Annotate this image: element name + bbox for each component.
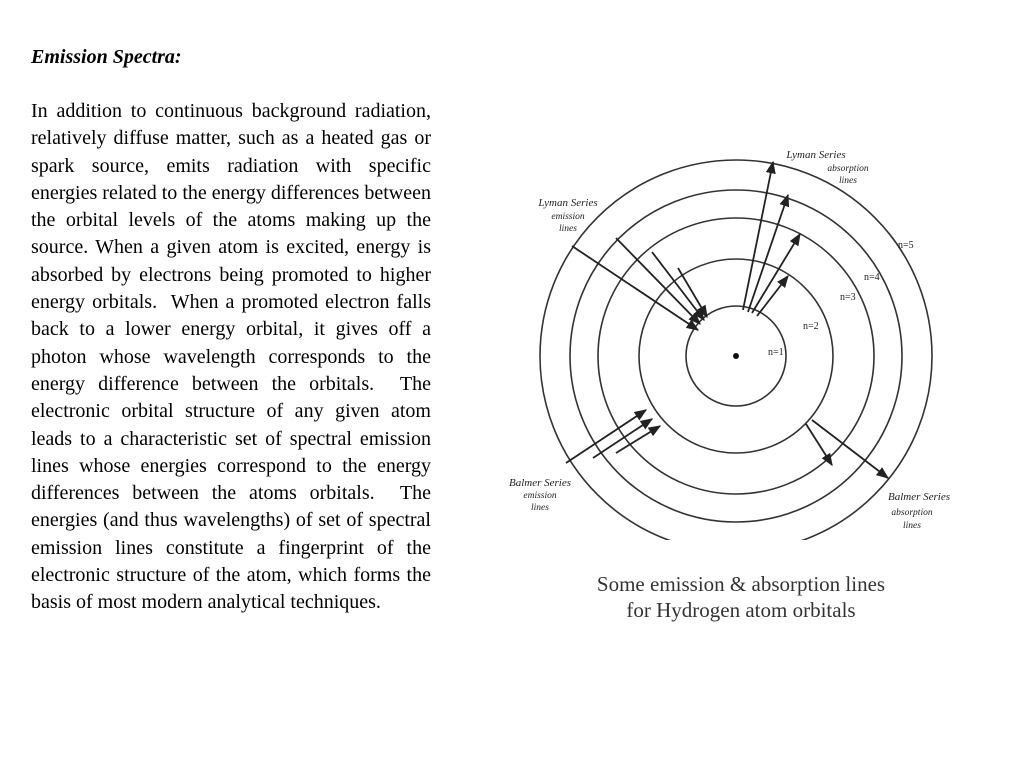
balmer-absorption-arrow-2 [812,420,888,478]
slide-heading: Emission Spectra: [31,46,182,68]
lyman-emission-title: Lyman Series [538,197,598,209]
lyman-emission-sub1: emission [551,212,585,222]
balmer-absorption-title: Balmer Series [887,491,951,503]
balmer-emission-sub2: lines [531,503,549,513]
lyman-absorption-sub2: lines [839,176,857,186]
lyman-emission-sub2: lines [559,224,577,234]
lyman-absorption-arrow-1 [743,162,773,310]
orbit-label-n5: n=5 [898,240,914,251]
balmer-absorption-arrow-1 [806,424,832,465]
slide-body-text: In addition to continuous background radiation, relatively diffuse matter, such as a heated gas or spark source, emits radiation with specific energies related to the energy differences between the orbital levels of the atoms making up the source. When a given atom is excited, energy is absorbed by electrons being promoted to higher energy orbitals. When a promoted electron falls back to a lower energy orbital, it gives off a photon whose wavelength corresponds to the energy difference between the orbitals. The electronic orbital structure of any given atom leads to a characteristic set of spectral emission lines whose energies correspond to the energy differences between the atoms orbitals. The energies (and thus wavelengths) of set of spectral emission lines constitute a fingerprint of the electronic structure of the atom, which forms the basis of most modern analytical techniques. [31,100,436,614]
balmer-emission-title: Balmer Series [508,477,572,489]
balmer-absorption-sub1: absorption [891,508,933,518]
lyman-absorption-arrow-3 [752,234,800,313]
nucleus [733,353,739,359]
balmer-emission-arrow-1 [566,410,646,463]
lyman-absorption-sub1: absorption [827,164,869,174]
figure-caption-line-1: Some emission & absorption lines [596,572,886,596]
lyman-emission-arrow-2 [616,238,700,324]
orbit-label-n3: n=3 [840,292,856,303]
figure-caption-line-2: for Hydrogen atom orbitals [626,598,856,622]
lyman-emission-arrow-3 [652,252,704,320]
lyman-absorption-title: Lyman Series [786,149,846,161]
figure-caption [560,571,922,623]
orbit-label-n2: n=2 [803,321,819,332]
balmer-emission-sub1: emission [523,491,557,501]
orbit-label-n1: n=1 [768,347,784,358]
orbit-label-n4: n=4 [864,272,880,283]
hydrogen-orbital-diagram [490,140,970,540]
balmer-absorption-sub2: lines [903,521,921,531]
